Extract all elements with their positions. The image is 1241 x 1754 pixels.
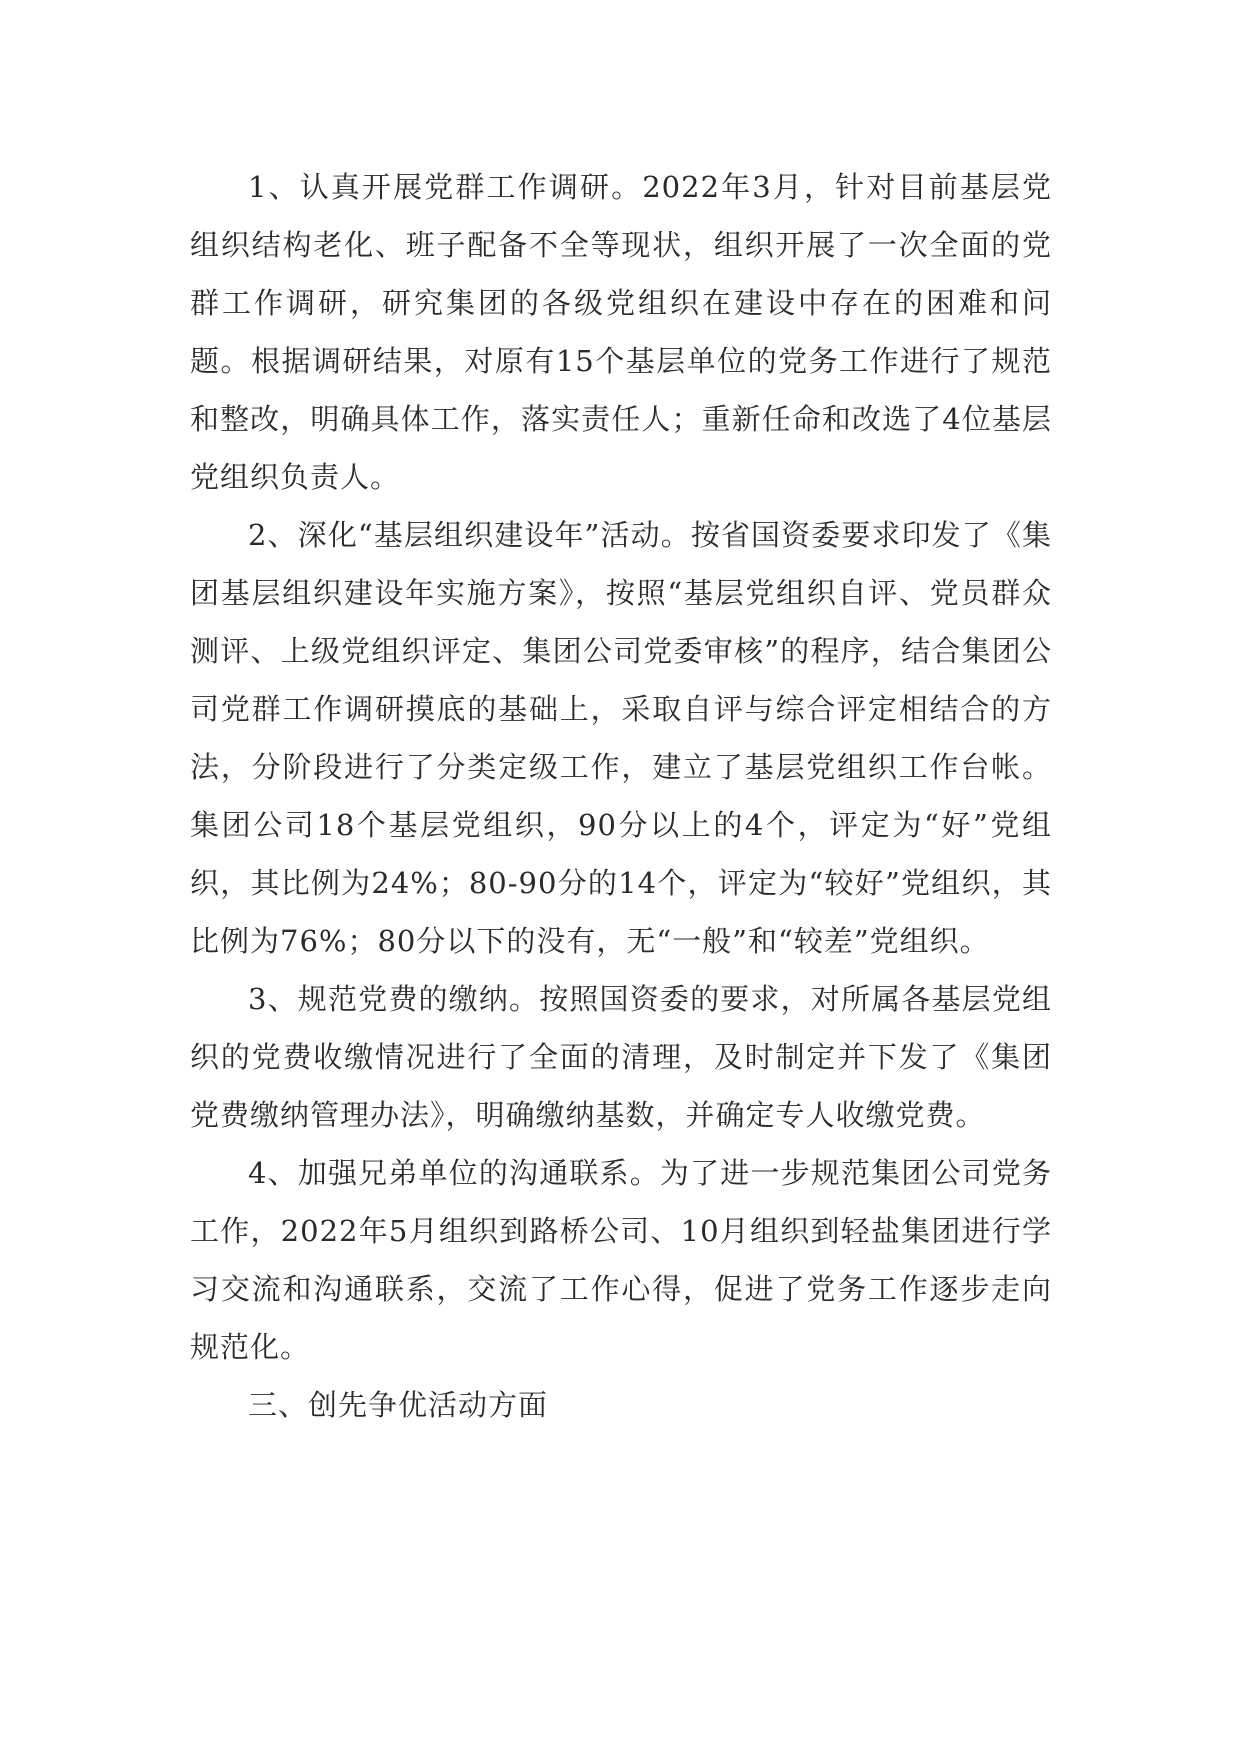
paragraph-fraternal-units-communication: 4、加强兄弟单位的沟通联系。为了进一步规范集团公司党务工作，2022年5月组织到路桥公司、10月组织到轻盐集团进行学习交流和沟通联系，交流了工作心得，促进了党务工作逐步走向规范化。 (190, 1156, 1052, 1364)
paragraph-party-dues: 3、规范党费的缴纳。按照国资委的要求，对所属各基层党组织的党费收缴情况进行了全面的清理，及时制定并下发了《集团党费缴纳管理办法》，明确缴纳基数，并确定专人收缴党费。 (190, 982, 1052, 1132)
document-body (190, 158, 1052, 1434)
section-heading-excellence-activities: 三、创先争优活动方面 (248, 1388, 549, 1422)
paragraph-grassroots-organization-year: 2、深化“基层组织建设年”活动。按省国资委要求印发了《集团基层组织建设年实施方案》，按照“基层党组织自评、党员群众测评、上级党组织评定、集团公司党委审核”的程序，结合集团公司党群工作调研摸底的基础上，采取自评与综合评定相结合的方法，分阶段进行了分类定级工作，建立了基层党组织工作台帐。集团公司18个基层党组织，90分以上的4个，评定为“好”党组织，其比例为24%；80-90分的14个，评定为“较好”党组织，其比例为76%；80分以下的没有，无“一般”和“较差”党组织。 (190, 518, 1052, 958)
paragraph-party-work-survey: 1、认真开展党群工作调研。2022年3月，针对目前基层党组织结构老化、班子配备不全等现状，组织开展了一次全面的党群工作调研，研究集团的各级党组织在建设中存在的困难和问题。根据调研结果，对原有15个基层单位的党务工作进行了规范和整改，明确具体工作，落实责任人；重新任命和改选了4位基层党组织负责人。 (190, 170, 1052, 494)
